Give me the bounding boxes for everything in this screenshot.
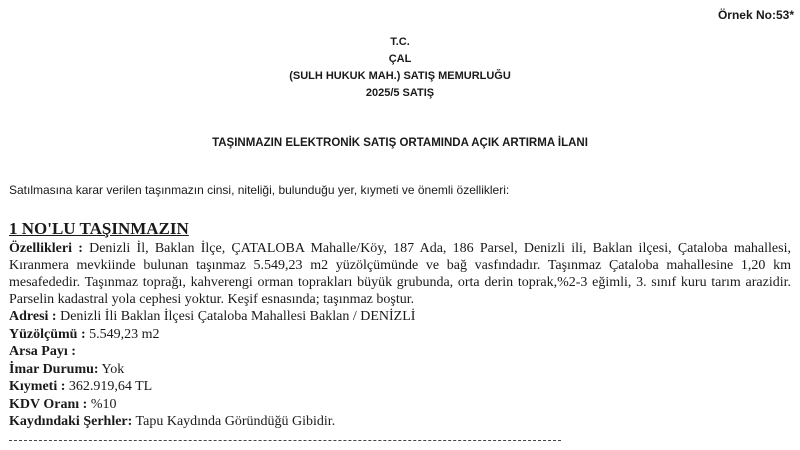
value-label: Kıymeti : xyxy=(9,379,66,394)
property-vat xyxy=(9,396,791,414)
intro-text: Satılmasına karar verilen taşınmazın cinsi, niteliği, bulunduğu yer, kıymeti ve önemli özellikleri: xyxy=(9,183,510,197)
address-label: Adresi : xyxy=(9,309,57,324)
area-label: Yüzölçümü : xyxy=(9,326,86,342)
document-header xyxy=(0,34,800,102)
ornek-number: Örnek No:53* xyxy=(717,8,794,22)
header-line-office: (SULH HUKUK MAH.) SATIŞ MEMURLUĞU xyxy=(289,70,511,82)
land-share-label: Arsa Payı : xyxy=(9,344,76,359)
section-divider xyxy=(9,440,561,441)
vat-label: KDV Oranı : xyxy=(9,396,88,412)
area-value: 5.549,23 m2 xyxy=(85,326,160,342)
header-line-tc: T.C. xyxy=(390,36,410,48)
annotations-value: Tapu Kaydında Göründüğü Gibidir. xyxy=(132,414,336,429)
property-heading: 1 NO'LU TAŞINMAZIN xyxy=(9,219,189,238)
features-value: Denizli İl, Baklan İlçe, ÇATALOBA Mahalle/Köy, 187 Ada, 186 Parsel, Denizli ili, Baklan ilçesi, Çataloba mahallesi, Kıranmera mevkiinde bulunan taşınmaz 5.549,23 m2 yüzölçümünde ve bağ vasfındadır. Taşınmaz Çataloba mahallesine 1,20 km mesafededir. Taşınmaz toprağı, kahverengi orman toprakları büyük grubunda, orta derin toprak,%2-3 eğimli, 3. sınıf kuru tarım arazidir. Parselin kadastral yola cephesi yoktur. Keşif esnasında; taşınmaz boştur. xyxy=(9,241,791,307)
announcement-title: TAŞINMAZIN ELEKTRONİK SATIŞ ORTAMINDA AÇIK ARTIRMA İLANI xyxy=(212,137,588,149)
annotations-label: Kaydındaki Şerhler: xyxy=(9,414,133,429)
property-section xyxy=(9,219,791,431)
address-value: Denizli İli Baklan İlçesi Çataloba Mahallesi Baklan / DENİZLİ xyxy=(56,309,416,324)
vat-value: %10 xyxy=(87,396,117,412)
zoning-value: Yok xyxy=(98,361,125,377)
value-amount: 362.919,64 TL xyxy=(65,379,153,394)
features-label: Özellikleri : xyxy=(9,241,83,256)
zoning-label: İmar Durumu: xyxy=(9,361,99,377)
property-value xyxy=(9,378,791,396)
property-annotations xyxy=(9,413,791,431)
property-address xyxy=(9,308,791,326)
property-area xyxy=(9,326,791,344)
property-features xyxy=(9,240,791,308)
header-line-cal: ÇAL xyxy=(388,53,412,65)
header-line-file: 2025/5 SATIŞ xyxy=(365,87,435,99)
property-zoning xyxy=(9,361,791,379)
property-land-share xyxy=(9,343,791,361)
